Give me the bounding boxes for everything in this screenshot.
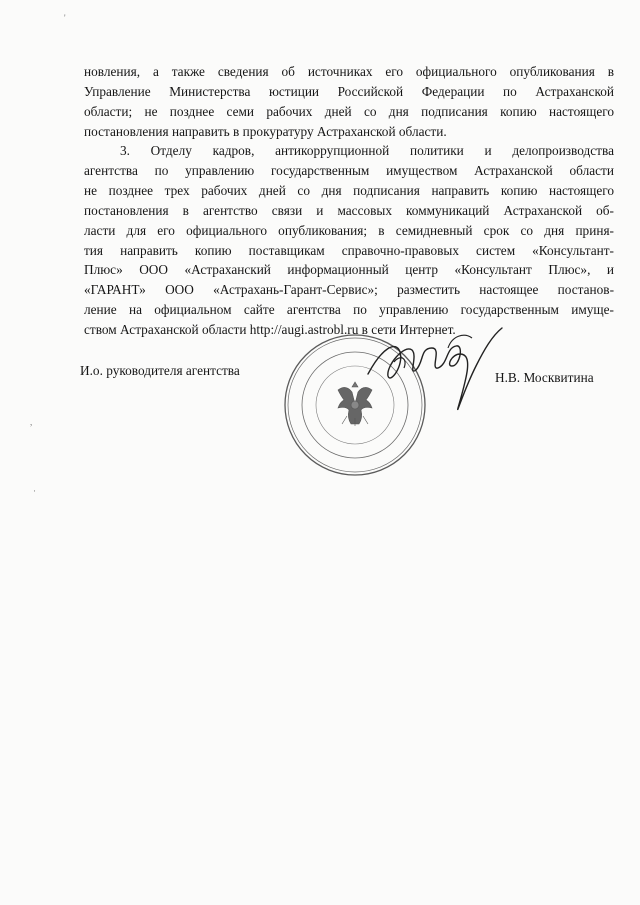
- text-line: Управление Министерства юстиции Российской Федерации по Астраханской: [84, 83, 614, 99]
- scan-speck: ': [64, 13, 66, 23]
- text-line: не позднее трех рабочих дней со дня подписания направить копию настоящего: [84, 182, 614, 198]
- text-line: ление на официальном сайте агентства по управлению государственным имуще-: [84, 302, 614, 318]
- text-line: Плюс» ООО «Астраханский информационный центр «Консультант Плюс», и: [84, 262, 614, 278]
- text-line: постановления направить в прокуратуру Астраханской области.: [84, 123, 447, 139]
- signer-name: Н.В. Москвитина: [495, 370, 594, 385]
- text-line: постановления в агентство связи и массовых коммуникаций Астраханской об-: [84, 202, 614, 218]
- scan-speck: ,: [30, 417, 33, 427]
- text-line: тия направить копию поставщикам справочно-правовых систем «Консультант-: [84, 242, 614, 258]
- paragraph-continuation: [84, 62, 614, 142]
- scan-speck: ·: [33, 486, 36, 496]
- handwritten-signature: [360, 318, 510, 428]
- text-line: ством Астраханской области http://augi.astrobl.ru в сети Интернет.: [84, 322, 456, 338]
- text-line: области; не позднее семи рабочих дней со дня подписания копию настоящего: [84, 103, 614, 119]
- paragraph-item-3: [84, 141, 614, 340]
- text-line: новления, а также сведения об источниках его официального опубликования в: [84, 64, 614, 79]
- text-line: ласти для его официального опубликования; в семидневный срок со дня приня-: [84, 222, 614, 238]
- position-title: И.о. руководителя агентства: [80, 363, 240, 378]
- text-line: «ГАРАНТ» ООО «Астрахань-Гарант-Сервис»; разместить настоящее постанов-: [84, 282, 614, 298]
- text-line: агентства по управлению государственным имуществом Астраханской области: [84, 162, 614, 178]
- text-line: 3. Отделу кадров, антикоррупционной политики и делопроизводства: [120, 143, 614, 158]
